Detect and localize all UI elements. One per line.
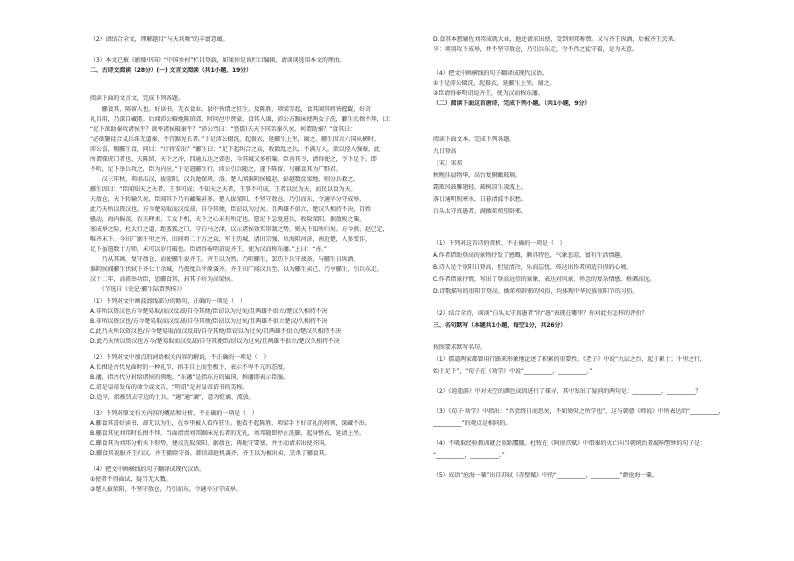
right-column-line: （4）不吸取经验教训就会重蹈覆辙。杜牧在《阿房宫赋》中借秦的灭亡向当朝统治者敲响警钟的句子是：: [433, 440, 706, 447]
right-column-line: （4）把文中画横线的句子翻译成现代汉语。: [433, 70, 548, 77]
left-column-line: C.郦食其为刘邦分析天下形势，建议先取荥阳、据敖仓，再扼守要塞，并主动请求出使齐国。: [90, 440, 330, 447]
right-column-line: ①于是沛公辍洗，起摄衣，延郦生上坐，谢之。: [433, 80, 556, 87]
left-column-line: 礼自用，乃深自藏匿。后闻沛公略地陈留郊，时问邑中贤豪。食其入谒，沛公方踞床使两女子洗，郦生长揖不拜，曰：: [90, 116, 395, 123]
right-column-line: 霜欺风鼓雁翅轻，疏树凉生凌波上。: [433, 184, 527, 191]
left-column-line: 所谓探虎口者也。夫陈留，天下之冲，四通五达之郊也，今其城又多积粟。臣善其令，请得使之，令下足下。即: [90, 156, 377, 163]
left-column-line: B.非所以资汉也/方今楚易取而汉反却/自夺其便/臣窃以为过矣/且两雄不俱立楚汉/久相持不决: [90, 318, 328, 325]
left-column-line: 郦生因曰：“臣闻知天之天者，王事可成；不知天之天者，王事不可成。王者以民为天，而民以食为天。: [90, 186, 357, 193]
right-column-line: 白头太守真愚者，满插茱萸望辟邪。: [433, 208, 527, 215]
right-column-line: 三、名句默写（本题共1小题，每空1分，共26分）: [433, 322, 567, 329]
left-column-line: 夫敖仓，天下转输久矣，臣闻其下乃有藏粟甚多。楚人拔荥阳，不坚守敖仓，乃引而东，令適卒分守成皋，: [90, 196, 365, 203]
left-column-line: （3）本文已被《影像中国》“中国乡村”栏目登载，如果你是该栏目编辑，请谈谈选用本文的理由。: [90, 57, 346, 64]
right-column-line: ②臣请得奉明诏说齐王，使为汉而称东藩。: [433, 90, 544, 97]
left-column-line: ①使者不得面试，疑当无大戮。: [90, 476, 172, 483]
left-column-line: 不听，足下举兵攻之，臣为内应。”于是遣郦生行，沛公引兵随之，遂下陈留。号郦食其为广野君。: [90, 166, 342, 173]
left-column-line: A.长揖是古代见面时的一种礼节，拱手自上而至极下，表示不卑不亢的态度。: [90, 364, 289, 371]
right-column-line: D.诗歌描写的重阳节登高、插茱萸辟邪的风俗，均体现中华民族重阳节的习俗。: [433, 288, 639, 295]
right-column-line: 始于足下”，“荀子在《劝学》中说“__________，__________。”: [433, 368, 593, 375]
left-column-line: 二、古诗文阅读（28分）(一) 文言文阅读（共1小题，19分）: [90, 67, 252, 74]
left-column-line: ②楚人拔荥阳，不坚守敖仓，乃引而东，令適卒分守成皋。: [90, 486, 242, 493]
left-column-line: （1）下列对文中画波浪线部分的断句，正确的一项是（ ）: [90, 298, 246, 305]
right-column-line: C.作者借景抒情，写出了登高远望的景象，表达对风景、怀念的复杂情感，格调高远。: [433, 276, 656, 283]
left-column-line: D.此乃天所以资汉也方今/楚易取而汉反却/自夺其便臣/窃以为过矣/且两雄不俱立/楚汉久相持不决: [90, 338, 340, 345]
right-column-line: 九日登高: [433, 148, 457, 155]
left-column-line: B.藩，指古代分封给诸侯的领地。“东藩”是指东方的属国，称藩即表示臣服。: [90, 374, 289, 381]
left-column-line: （2）请结合全文，理解题目“与天共舞”的丰富意蕴。: [90, 36, 229, 43]
right-column-line: D.食其本想辅佐刘邦成就大业，他还请求出使，受到刘邦称赞。又与齐王纵酒，后被齐王烹杀。: [433, 36, 680, 43]
right-column-line: B.诗人是个重阳日登高，但觉清冷，乐而忘忧，传达出作者闲适自得的心境。: [433, 264, 632, 271]
left-column-line: B.郦食其见刘邦时长揖不拜，当面指责刘邦踞床见长者的无礼，刘邦随即停止洗脚，起身整衣，延请上坐。: [90, 430, 365, 437]
left-column-line: （4）把文中画横线的句子翻译成现代汉语。: [90, 466, 205, 473]
right-column-line: （5）成语“沧海一粟”出自苏轼《赤壁赋》中的“__________，__________”渺沧海一粟。: [433, 472, 658, 479]
left-column-line: C.诏是皇帝发布的命令或文告，“明诏”是对皇帝诏书的美称。: [90, 384, 248, 391]
left-column-line: 汉十二年，高祖举功臣，思郦食其，封其子疥为高梁侯。: [90, 276, 237, 283]
left-column-line: A.郦食其喜好读书，却无以为生，在乡里被人看作狂生。他看不起陈胜、项梁手下好苛礼的将领，深藏不出。: [90, 420, 371, 427]
right-column-line: （1）儒道两家都曾用行路来形象地论述了积累的重要性。《老子》中说“九层之台，起于累土；千里之行，: [433, 356, 706, 363]
left-column-line: 塞成皋之险，杜大行之道，距蜚狐之口，守白马之津，以示诸侯效实形制之势，则天下知所归矣。方今燕、赵已定，: [90, 226, 389, 233]
right-column-line: 阅读下面文本，完成下列各题。: [433, 136, 515, 143]
left-column-line: 汉三年秋，项羽击汉，拔荥阳，汉兵遁保巩、洛。楚人闻淮阴侯破赵，彭越数反梁地，则分兵救之。: [90, 176, 360, 183]
right-column-line: ［宋］宋祁: [433, 160, 463, 167]
left-column-line: 阅读下面的文言文，完成下列各题。: [90, 95, 184, 102]
left-column-line: D.郦食其说服齐王归汉，齐王撤除守备，韩信却趁机袭齐，齐王以为被出卖，烹杀了郦食其。: [90, 450, 331, 457]
left-column-line: 足下虽遣数十万师，未可以岁月破也。臣请得奉明诏说齐王，使为汉而称东藩。”上曰：“善。”: [90, 246, 327, 253]
right-column-line: “__________，__________。”: [433, 452, 505, 459]
left-column-line: “足下欲助秦攻诸侯乎？欲率诸侯破秦乎？”沛公骂曰：“竖儒!夫天下同苦秦久矣，何谓助秦？”食其曰：: [90, 126, 356, 133]
right-column-line: （2）《逍遥游》中对天空的颜色成因进行了探寻，其中发出了疑问的两句是：__________，__________？: [433, 388, 702, 395]
right-column-line: 落日通明照寒水，日暮清波不识愁。: [433, 196, 527, 203]
left-column-line: 唯齐未下。今田广据千里之齐，田间将二十万之众，军于历城，诸田宗强，负海阻河济，南近楚，人多变诈，: [90, 236, 371, 243]
left-column-line: 乃从其画，复守敖仓，而使郦生说齐王。齐王以为然，乃听郦生，罢历下兵守战备，与郦生日纵酒。: [90, 256, 360, 263]
left-column-line: （2）下列对文中加点的词语相关内容的解说，不正确的一项是（ ）: [90, 354, 270, 361]
right-column-line: （1）下列对这首诗的赏析，不正确的一项是（ ）: [433, 240, 566, 247]
left-column-line: 郦食其，陈留人也。好读书，无衣食业，县中皆谓之狂生。及陈胜、项梁等起，食其闻其将皆握龊，好苛: [90, 106, 371, 113]
left-column-line: 沛公喜，赐郦生食，问曰：“计将安出？”郦生曰：“足下起纠合之众，收散乱之兵，不满万人，欲以径入强秦，此: [90, 146, 380, 153]
left-column-line: D.适卒，指被罚去守边的士兵。“適”通“谪”，意为贬谪、流放。: [90, 394, 255, 401]
left-column-line: C.此乃天所以资汉也/方今楚易取/而汉反却/自夺其便/臣窃以为过矣/且两雄不俱立/楚汉久相持不决: [90, 328, 342, 335]
left-column-line: “必欲聚徒合义兵诛无道秦，不宜踞见长者。”于是沛公辍洗，起摄衣，延郦生上坐，谢之。郦生因言六国从横时。: [90, 136, 380, 143]
right-column-line: 卒：项羽攻下成皋，并不坚守敖仓，乃引兵东走，令不肖之徒守着，是为天意。: [433, 46, 638, 53]
right-column-line: A.作者借助登高的景物抒发了感慨，颇具特色，气象悲凉，富有生活情趣。: [433, 252, 626, 259]
right-column-line: __________”的观点是相同的。: [433, 420, 512, 427]
right-column-line: （3）《荀子·劝学》中指出：“吾尝终日而思矣，不如须臾之所学也”，这与韩愈《师说》中所表达的“__________，: [433, 408, 725, 415]
left-column-line: （3）下列对原文有关内容的概括和分析，不正确的一项是（ ）: [90, 410, 258, 417]
left-column-line: A.非所以资汉也方今楚易取/而汉反却/自夺其便/臣窃以为过矣/且两雄不俱立/楚汉久相持不决: [90, 308, 328, 315]
right-column-line: 按照要求默写名句。: [433, 344, 486, 351]
left-column-line: 骚动，海内摇荡，农夫释耒，工女下机，天下之心未有所定也。愿足下急复进兵，收取荥阳，据敖庾之粟，: [90, 216, 365, 223]
left-column-line: 此乃天所以资汉也。方今楚易取而汉反却，自夺其便，臣窃以为过矣。且两雄不俱立，楚汉久相持不决，百姓: [90, 206, 371, 213]
right-column-line: （二）阅读下面这首唐诗，完成下列小题。（共1小题，9分）: [433, 100, 591, 107]
right-column-line: （2）结合全诗，谈谈“白头太守真愚者”的“愚”表现在哪里？你对此有怎样的评价？: [433, 310, 648, 317]
left-column-line: （节选自《史记·郦生陆贾列传》）: [90, 286, 186, 293]
left-column-line: 淮阴侯闻郦生伏轼下齐七十余城，乃夜度兵平原袭齐。齐王田广闻汉兵至，以为郦生卖己，乃亨郦生，引兵东走。: [90, 266, 383, 273]
right-column-line: 秋晚佳晨物华，高台复俯瞰玻璃。: [433, 172, 521, 179]
